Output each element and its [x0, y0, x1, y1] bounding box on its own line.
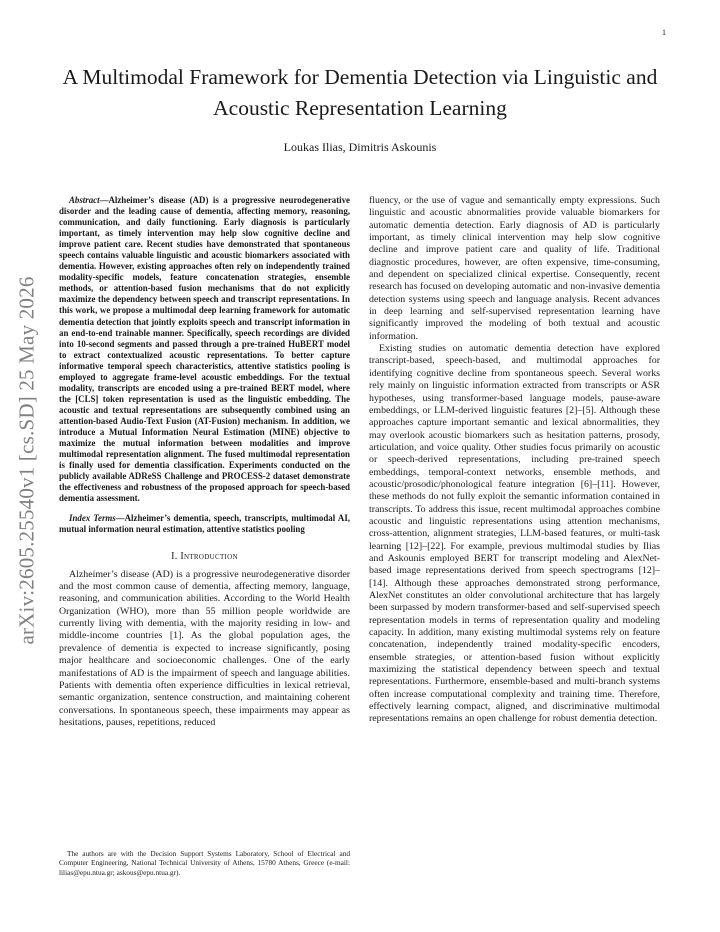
right-column	[369, 195, 660, 726]
intro-paragraph-1: Alzheimer’s disease (AD) is a progressive neurodegenerative disorder and the most common cause of dementia, affecting memory, language, reasoning, and communication abilities. According to the World Health Organization (WHO), more than 55 million people worldwide are currently living with dementia, with the majority residing in low- and middle-income countries [1]. As the global population ages, the prevalence of dementia is expected to increase significantly, posing major healthcare and socioeconomic challenges. One of the early manifestations of AD is the impairment of speech and language abilities. Patients with dementia often experience difficulties in lexical retrieval, semantic organization, sentence construction, and maintaining coherent conversations. In spontaneous speech, these impairments may appear as hesitations, pauses, repetitions, reduced	[59, 568, 350, 728]
author-affiliation-footnote: The authors are with the Decision Support Systems Laboratory, School of Electrical and Computer Engineering, National Technical University of Athens, 15780 Athens, Greece (e-mail: lilias@epu.ntua.gr; askous@epu.ntua.gr).	[59, 849, 350, 877]
authors: Loukas Ilias, Dimitris Askounis	[283, 140, 437, 154]
abstract-text: —Alzheimer’s disease (AD) is a progressive neurodegenerative disorder and the leading cause of dementia, affecting memory, reasoning, communication, and daily functioning. Early diagnosis is particularly important, as timely intervention may help slow cognitive decline and improve patient care. Recent studies have demonstrated that spontaneous speech contains valuable linguistic and acoustic biomarkers associated with dementia. However, existing approaches often rely on independently trained modality-specific models, feature concatenation strategies, ensemble methods, or attention-based fusion mechanisms that do not explicitly maximize the dependency between speech and transcript representations. In this work, we propose a multimodal deep learning framework for automatic dementia detection that jointly exploits speech and transcript information in an end-to-end trainable manner. Specifically, speech recordings are divided into 10-second segments and passed through a pre-trained HuBERT model to extract contextualized acoustic representations. To better capture informative temporal speech characteristics, attentive statistics pooling is employed to aggregate frame-level acoustic embeddings. For the textual modality, transcripts are encoded using a pre-trained BERT model, where the [CLS] token representation is used as the linguistic embedding. The acoustic and textual representations are subsequently combined using an attention-based Audio-Text Fusion (AT-Fusion) mechanism. In addition, we introduce a Mutual Information Neural Estimation (MINE) objective to maximize the mutual information between modalities and improve multimodal representation alignment. The fused multimodal representation is finally used for dementia classification. Experiments conducted on the publicly available ADReSS Challenge and PROCESS-2 dataset demonstrate the effectiveness and robustness of the proposed approach for speech-based dementia assessment.	[59, 195, 350, 504]
abstract-lead: Abstract	[69, 195, 100, 205]
section-title: Introduction	[180, 551, 238, 563]
index-terms-text: —Alzheimer’s dementia, speech, transcripts, multimodal AI, mutual information neural estimation, attentive statistics pooling	[59, 513, 350, 535]
abstract	[59, 195, 350, 504]
paper-title-line-1: A Multimodal Framework for Dementia Detection via Linguistic and	[62, 65, 658, 89]
section-number: I.	[171, 551, 178, 563]
intro-paragraph-2: Existing studies on automatic dementia detection have explored transcript-based, speech-based, and multimodal approaches for identifying cognitive decline from spontaneous speech. Several works rely mainly on linguistic information extracted from transcripts or ASR hypotheses, using transformer-based language models, pause-aware embeddings, or LLM-derived linguistic features [2]–[5]. Although these approaches capture important semantic and lexical abnormalities, they may overlook acoustic biomarkers such as hesitation patterns, prosody, articulation, and voice quality. Other studies focus primarily on acoustic or speech-derived representations, including pre-trained speech embeddings, temporal-context networks, ensemble methods, and acoustic/prosodic/phonological feature integration [6]–[11]. However, these methods do not fully exploit the semantic information contained in transcripts. To address this issue, recent multimodal approaches combine acoustic and linguistic representations using attention mechanisms, cross-attention, alignment strategies, LLM-based features, or multi-task learning [12]–[22]. For example, previous multimodal studies by Ilias and Askounis employed BERT for transcript modeling and AlexNet-based image representations derived from speech spectrograms [12]–[14]. Although these approaches demonstrated strong performance, AlexNet constitutes an older convolutional architecture that has largely been surpassed by modern transformer-based and self-supervised speech representation models in terms of representation quality and modeling capacity. In addition, many existing multimodal systems rely on feature concatenation, independently trained modality-specific encoders, ensemble strategies, or attention-based fusion without explicitly maximizing the statistical dependency between speech and textual representations. Furthermore, ensemble-based and multi-branch systems often increase computational complexity and training time. Therefore, effectively learning compact, aligned, and discriminative multimodal representations remains an open challenge for robust dementia detection.	[369, 343, 660, 725]
arxiv-identifier-stamp	[12, 255, 42, 665]
page-number: 1	[662, 28, 666, 37]
index-terms-lead: Index Terms	[69, 513, 116, 524]
paper-title	[55, 62, 665, 124]
section-heading-introduction	[59, 551, 350, 563]
arxiv-identifier-text: arXiv:2605.25540v1 [cs.SD] 25 May 2026	[14, 275, 39, 645]
title-block	[55, 62, 665, 155]
index-terms	[59, 513, 350, 535]
left-column	[59, 195, 350, 729]
paper-title-line-2: Acoustic Representation Learning	[213, 96, 507, 120]
intro-paragraph-1-continued: fluency, or the use of vague and semantically empty expressions. Such linguistic and acoustic abnormalities provide valuable biomarkers for automatic dementia detection. Early diagnosis of AD is particularly important, as timely clinical intervention may help slow cognitive decline and improve patient care and quality of life. Traditional diagnostic procedures, however, are often expensive, time-consuming, and dependent on specialized clinical expertise. Consequently, recent research has focused on developing automatic and non-invasive dementia detection systems using speech and language analysis. Recent advances in deep learning and self-supervised representation learning have significantly improved the modeling of both textual and acoustic information.	[369, 195, 660, 342]
